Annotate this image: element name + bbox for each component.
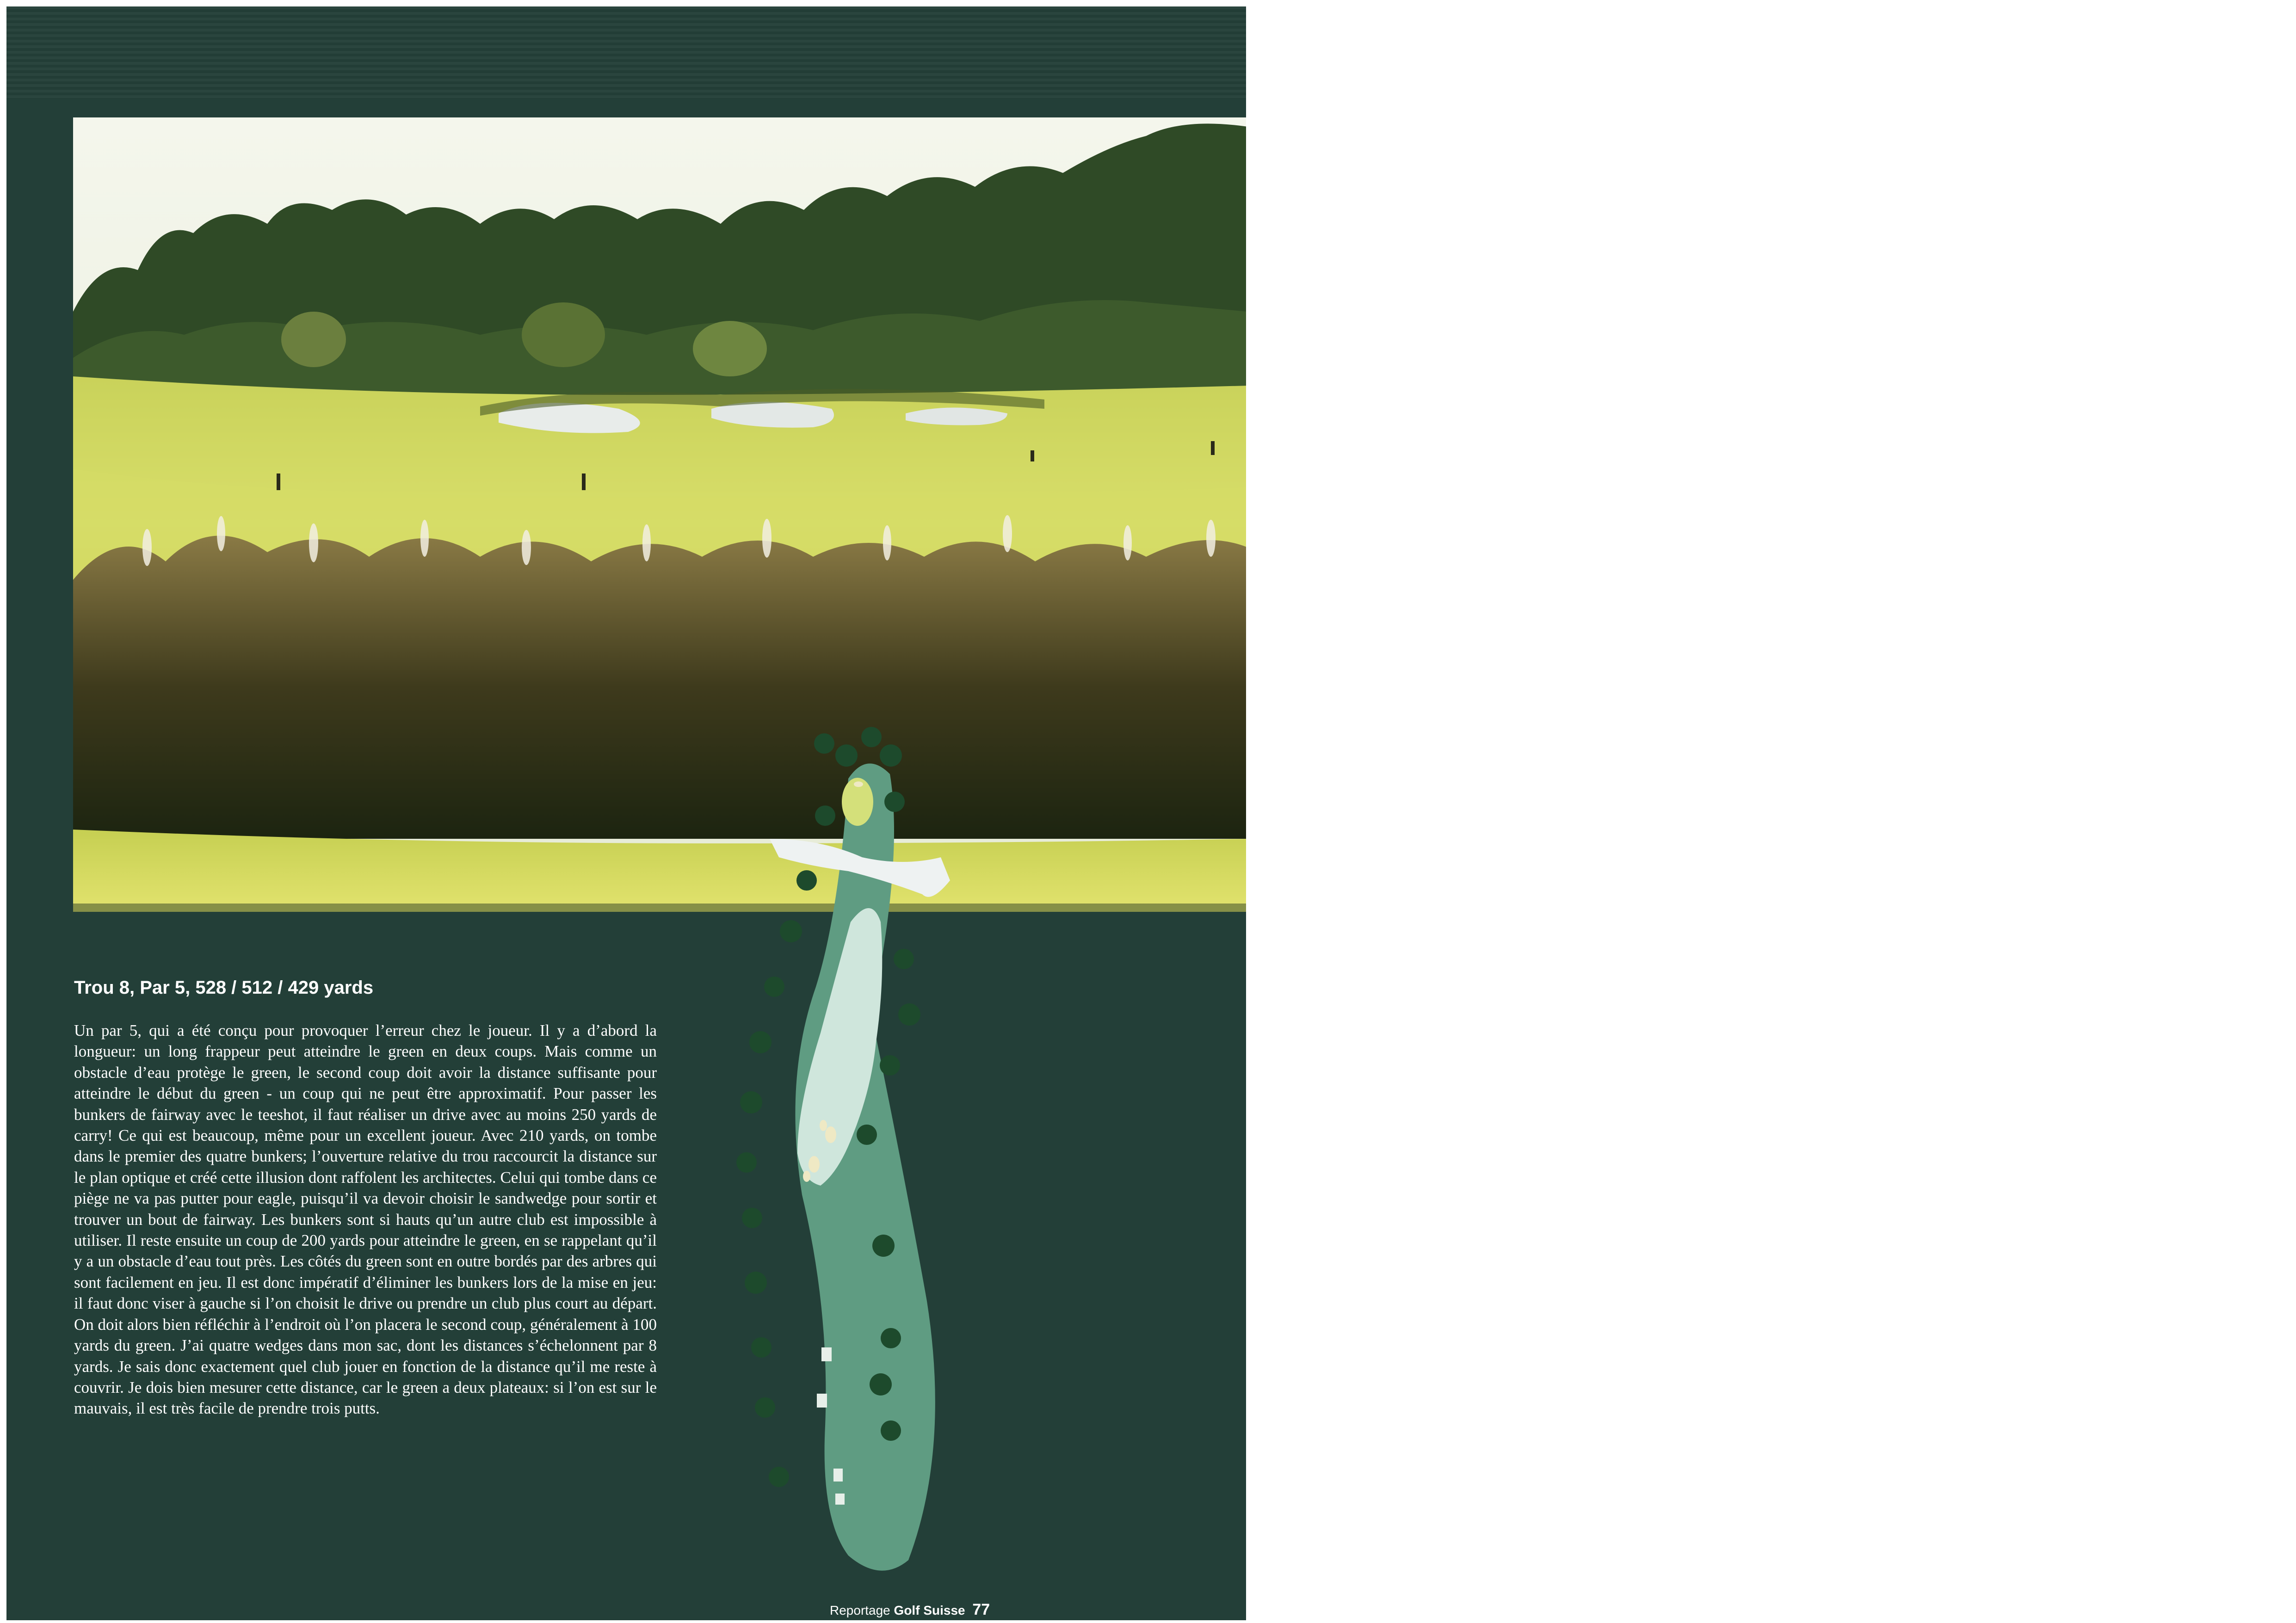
tee-box-icon: [833, 1469, 843, 1482]
bunker-icon: [854, 781, 863, 787]
page-footer: [830, 1601, 990, 1619]
tree-icon: [880, 744, 902, 767]
tree-icon: [898, 1003, 920, 1026]
tree-icon: [870, 1373, 892, 1396]
footer-section: Reportage: [830, 1603, 890, 1617]
tree-icon: [884, 792, 905, 812]
tree-icon: [861, 727, 882, 747]
tree-icon: [881, 1328, 901, 1348]
bunker-icon: [809, 1156, 820, 1173]
tree-icon: [755, 1397, 775, 1418]
bunker-icon: [825, 1126, 836, 1143]
page-number: 77: [972, 1601, 990, 1618]
tree-icon: [745, 1272, 767, 1294]
tree-icon: [857, 1125, 877, 1145]
tee-box-icon: [817, 1394, 827, 1408]
tree-icon: [796, 870, 817, 891]
tree-icon: [815, 805, 835, 826]
tree-icon: [780, 920, 802, 942]
tee-box-icon: [835, 1494, 845, 1505]
tree-icon: [736, 1152, 757, 1173]
tee-box-icon: [821, 1347, 832, 1361]
tree-icon: [835, 744, 858, 767]
tree-icon: [740, 1091, 762, 1113]
footer-brand: Golf Suisse: [894, 1603, 965, 1617]
tree-icon: [814, 733, 834, 754]
tree-icon: [764, 977, 784, 997]
bunker-icon: [803, 1171, 810, 1182]
tree-icon: [881, 1420, 901, 1441]
bunker-icon: [820, 1120, 827, 1131]
tree-icon: [749, 1031, 772, 1053]
hole-heading: Trou 8, Par 5, 528 / 512 / 429 yards: [74, 977, 374, 998]
hole-map: [710, 663, 1043, 1583]
article-body: Un par 5, qui a été conçu pour provoquer l’erreur chez le joueur. Il y a d’abord la longueur: un long frappeur peut atteindre le green en deux coups. Mais comme un obstacle d’eau protège le green, le second coup doit avoir la distance suffisante pour atteindre le début du green - un coup qui ne peut être approximatif. Pour passer les bunkers de fairway avec le teeshot, il faut réaliser un drive avec au moins 250 yards de carry! Ce qui est beaucoup, même pour un excellent joueur. Avec 210 yards, on tombe dans le premier des quatre bunkers; l’ouverture relative du trou raccourcit la distance sur le plan optique et créé cette illusion dont raffolent les architectes. Celui qui tombe dans ce piège ne va pas putter pour eagle, puisqu’il va devoir choisir le sandwedge pour sortir et trouver un bout de fairway. Les bunkers sont si hauts qu’un autre club est impossible à utiliser. Il reste ensuite un coup de 200 yards pour atteindre le green, en se rappelant qu’il y a un obstacle d’eau tout près. Les côtés du green sont en outre bordés par des arbres qui sont facilement en jeu. Il est donc impératif d’éliminer les bunkers lors de la mise en jeu: il faut donc viser à gauche si l’on choisit le drive ou prendre un club plus court au départ. On doit alors bien réfléchir à l’endroit où l’on placera le second coup, généralement à 100 yards du green. J’ai quatre wedges dans mon sac, dont les distances s’échelonnent par 8 yards. Je sais donc exactement quel club jouer en fonction de la distance qu’il me reste à couvrir. Je dois bien mesurer cette distance, car le green a deux plateaux: si l’on est sur le mauvais, il est très facile de prendre trois putts.: [74, 1021, 657, 1418]
magazine-page: [6, 6, 1246, 1620]
golf-course-photo-illustration: [73, 117, 1246, 912]
tree-icon: [742, 1208, 762, 1228]
tree-icon: [769, 1467, 789, 1487]
golf-course-photo: [73, 117, 1246, 912]
tree-icon: [872, 1235, 895, 1257]
tree-icon: [751, 1337, 772, 1358]
tree-icon: [880, 1055, 900, 1076]
tree-icon: [894, 949, 914, 969]
